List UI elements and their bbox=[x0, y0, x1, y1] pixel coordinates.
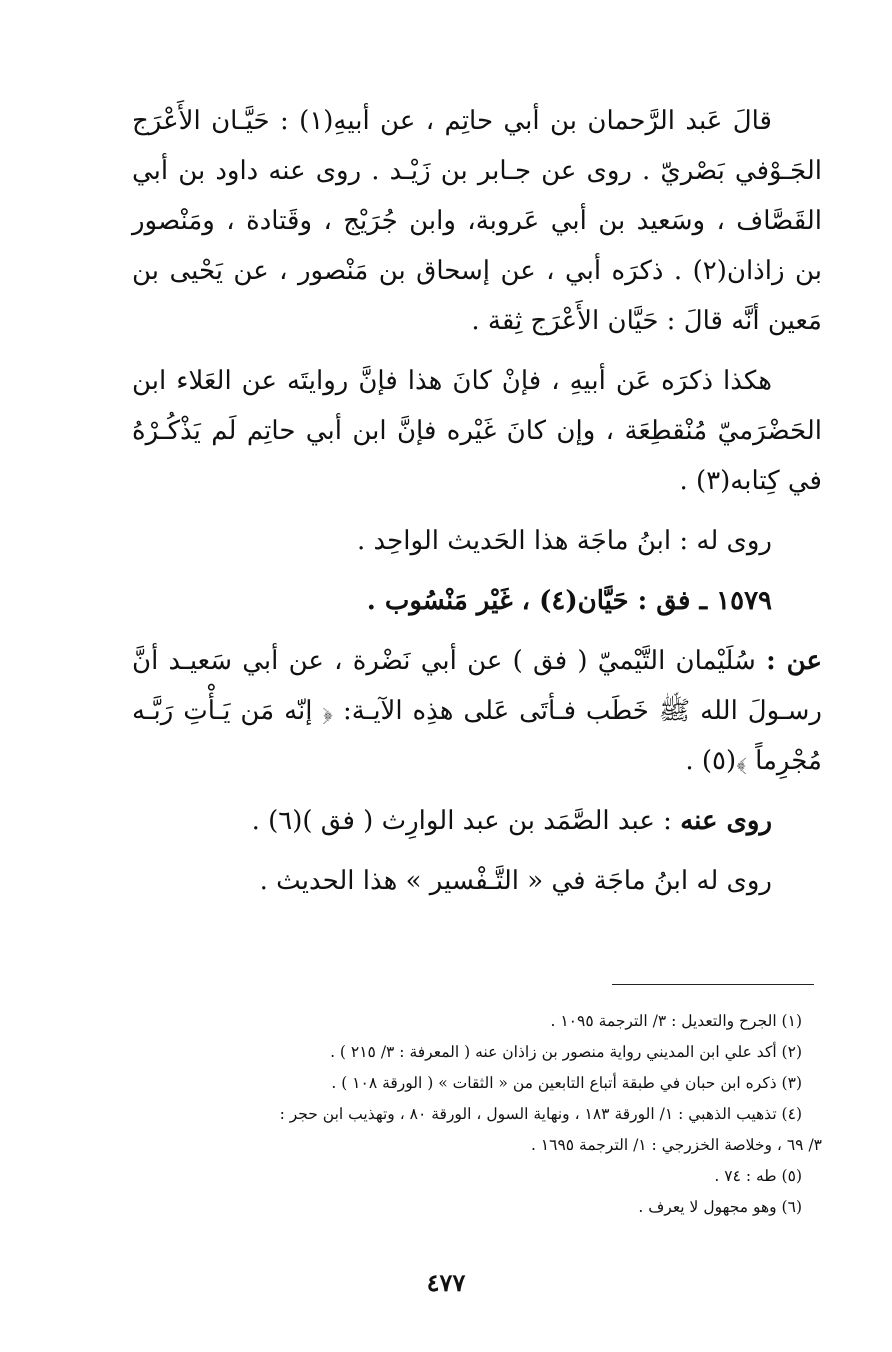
paragraph-biography: قالَ عَبد الرَّحمان بن أبي حاتِم ، عن أبيهِ(١) : حَيَّـان الأَعْرَج الجَـوْفي بَصْريّ . روى عن جـابر بن زَيْـد . روى عنه داود بن أبي القَصَّاف ، وسَعيد بن أبي عَروبة، وابن جُرَيْج ، وقَتادة ، ومَنْصور بن زاذان(٢) . ذكرَه أبي ، عن إسحاق بن مَنْصور ، عن يَحْيى بن مَعين أنَّه قالَ : حَيَّان الأَعْرَج ثِقة . bbox=[132, 106, 822, 336]
footnote-5: (٥) طه : ٧٤ . bbox=[714, 1167, 802, 1185]
paragraph-ibn-majah: روى له ابنُ ماجَة في « التَّـفْسير » هذا الحديث . bbox=[259, 866, 772, 896]
narrators-text: : عبد الصَّمَد بن عبد الوارِث ( فق )(٦) . bbox=[251, 806, 681, 836]
footnote-separator bbox=[612, 984, 814, 985]
main-text-block bbox=[132, 96, 822, 916]
from-label: عن : bbox=[766, 646, 822, 676]
footnotes-block bbox=[122, 1006, 822, 1223]
footnote-6: (٦) وهو مجهول لا يعرف . bbox=[638, 1198, 802, 1216]
page-number: ٤٧٧ bbox=[426, 1268, 466, 1297]
narration-text: سُلَيْمان التَّيْميّ ( فق ) عن أبي نَضْرة ، عن أبي سَعيـد أنَّ رسـولَ الله ﷺ خَطَب فـأتَى عَلى هذِه الآيـة: ﴿ إنّه مَن يَـأْتِ رَبَّـه مُجْرِماً ﴾(٥) . bbox=[132, 646, 822, 776]
narrated-from-him-label: روى عنه bbox=[680, 806, 772, 836]
paragraph-narrated-by: روى له : ابنُ ماجَة هذا الحَديث الواحِد . bbox=[356, 526, 772, 556]
footnote-4: (٤) تذهيب الذهبي : ١/ الورقة ١٨٣ ، ونهاية السول ، الورقة ٨٠ ، وتهذيب ابن حجر : bbox=[279, 1105, 802, 1123]
footnote-2: (٢) أكد علي ابن المديني رواية منصور بن زاذان عنه ( المعرفة : ٣/ ٢١٥ ) . bbox=[330, 1043, 802, 1061]
entry-heading: ١٥٧٩ ـ فق : حَيَّان(٤) ، غَيْر مَنْسُوب . bbox=[366, 586, 772, 616]
paragraph-narrators bbox=[132, 796, 822, 846]
footnote-3: (٣) ذكره ابن حبان في طبقة أتباع التابعين من « الثقات » ( الورقة ١٠٨ ) . bbox=[331, 1074, 802, 1092]
footnote-4-continued: ٣/ ٦٩ ، وخلاصة الخزرجي : ١/ الترجمة ١٦٩٥ . bbox=[530, 1136, 822, 1154]
footnote-1: (١) الجرح والتعديل : ٣/ الترجمة ١٠٩٥ . bbox=[550, 1012, 802, 1030]
paragraph-commentary: هكذا ذكرَه عَن أبيهِ ، فإنْ كانَ هذا فإنَّ روايتَه عن العَلاء ابن الحَضْرَميّ مُنْقطِعَة ، وإن كانَ غَيْره فإنَّ ابن أبي حاتِم لَم يَذْكُـرْهُ في كِتابه(٣) . bbox=[132, 366, 822, 496]
paragraph-narration bbox=[132, 636, 822, 786]
